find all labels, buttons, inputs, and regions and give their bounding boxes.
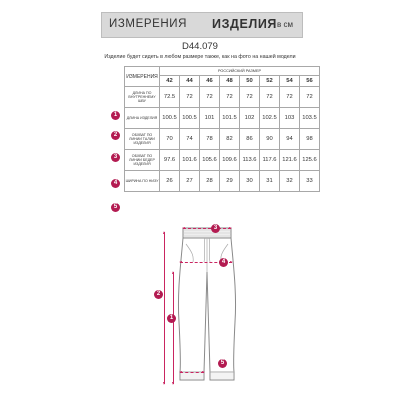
table-row (125, 129, 320, 150)
table-cell: 72.5 (160, 87, 180, 108)
table-cell: 30 (240, 171, 260, 192)
diagram-marker: 2 (154, 290, 163, 299)
table-cell: 32 (280, 171, 300, 192)
table-cell: 105.6 (200, 150, 220, 171)
size-header-cell: 46 (200, 76, 220, 87)
dimension-line-inner-seam (173, 272, 174, 384)
size-header-cell: 44 (180, 76, 200, 87)
table-cell: 28 (200, 171, 220, 192)
size-header-cell: 54 (280, 76, 300, 87)
row-number-badge: 3 (111, 153, 120, 162)
table-cell: 101.6 (180, 150, 200, 171)
row-label: ДЛИНА ИЗДЕЛИЯ (125, 108, 160, 129)
table-cell: 100.5 (180, 108, 200, 129)
diagram-marker: 4 (219, 258, 228, 267)
table-cell: 74 (180, 129, 200, 150)
table-cell: 72 (220, 87, 240, 108)
table-cell: 72 (300, 87, 320, 108)
table-row (125, 150, 320, 171)
diagram-marker: 1 (167, 314, 176, 323)
size-header-cell: 56 (300, 76, 320, 87)
row-number-badge: 1 (111, 111, 120, 120)
diagram-marker: 5 (218, 359, 227, 368)
dimension-line-waist (183, 228, 231, 229)
size-table (124, 66, 320, 192)
table-cell: 72 (280, 87, 300, 108)
row-label: ОБХВАТ ПО ЛИНИИ ТАЛИИ ИЗДЕЛИЯ (125, 129, 160, 150)
table-row (125, 87, 320, 108)
table-cell: 121.6 (280, 150, 300, 171)
table-cell: 72 (200, 87, 220, 108)
table-cell: 86 (240, 129, 260, 150)
measure-column-header: ИЗМЕРЕНИЯ (125, 67, 160, 87)
table-row (125, 108, 320, 129)
table-cell: 97.6 (160, 150, 180, 171)
table-cell: 82 (220, 129, 240, 150)
row-label: ДЛИНА ПО ВНУТРЕННЕМУ ШВУ (125, 87, 160, 108)
size-header-cell: 52 (260, 76, 280, 87)
table-cell: 27 (180, 171, 200, 192)
table-cell: 125.6 (300, 150, 320, 171)
table-cell: 101 (200, 108, 220, 129)
header-product-label: ИЗДЕЛИЯ (212, 17, 277, 31)
table-cell: 98 (300, 129, 320, 150)
table-cell: 90 (260, 129, 280, 150)
table-cell: 72 (260, 87, 280, 108)
header-measurements-label: ИЗМЕРЕНИЯ (109, 18, 188, 30)
table-cell: 29 (220, 171, 240, 192)
table-cell: 26 (160, 171, 180, 192)
table-cell: 72 (180, 87, 200, 108)
row-label: ШИРИНА ПО НИЗУ (125, 171, 160, 192)
measurements-header (101, 12, 303, 38)
table-cell: 101.5 (220, 108, 240, 129)
table-cell: 109.6 (220, 150, 240, 171)
row-number-badge: 5 (111, 203, 120, 212)
table-row (125, 171, 320, 192)
header-unit-label: в см (277, 20, 293, 29)
table-cell: 113.6 (240, 150, 260, 171)
fit-note: Изделие будет сидеть в любом размере также, как на фото на нашей модели (104, 54, 296, 60)
table-cell: 100.5 (160, 108, 180, 129)
table-cell: 94 (280, 129, 300, 150)
dimension-line-hem (180, 372, 204, 373)
dimension-line-product-length (164, 232, 165, 384)
row-label: ОБХВАТ ПО ЛИНИИ БЕДЕР ИЗДЕЛИЯ (125, 150, 160, 171)
row-number-badge: 2 (111, 131, 120, 140)
table-cell: 31 (260, 171, 280, 192)
table-cell: 33 (300, 171, 320, 192)
table-cell: 78 (200, 129, 220, 150)
table-cell: 70 (160, 129, 180, 150)
row-number-badge: 4 (111, 179, 120, 188)
table-cell: 103 (280, 108, 300, 129)
table-cell: 102.5 (260, 108, 280, 129)
table-cell: 102 (240, 108, 260, 129)
size-header-cell: 42 (160, 76, 180, 87)
size-header-cell: 50 (240, 76, 260, 87)
table-cell: 103.5 (300, 108, 320, 129)
table-cell: 117.6 (260, 150, 280, 171)
russian-size-header: РОССИЙСКИЙ РАЗМЕР (160, 67, 320, 76)
size-header-cell: 48 (220, 76, 240, 87)
article-number: D44.079 (182, 41, 218, 52)
diagram-marker: 3 (211, 224, 220, 233)
table-cell: 72 (240, 87, 260, 108)
